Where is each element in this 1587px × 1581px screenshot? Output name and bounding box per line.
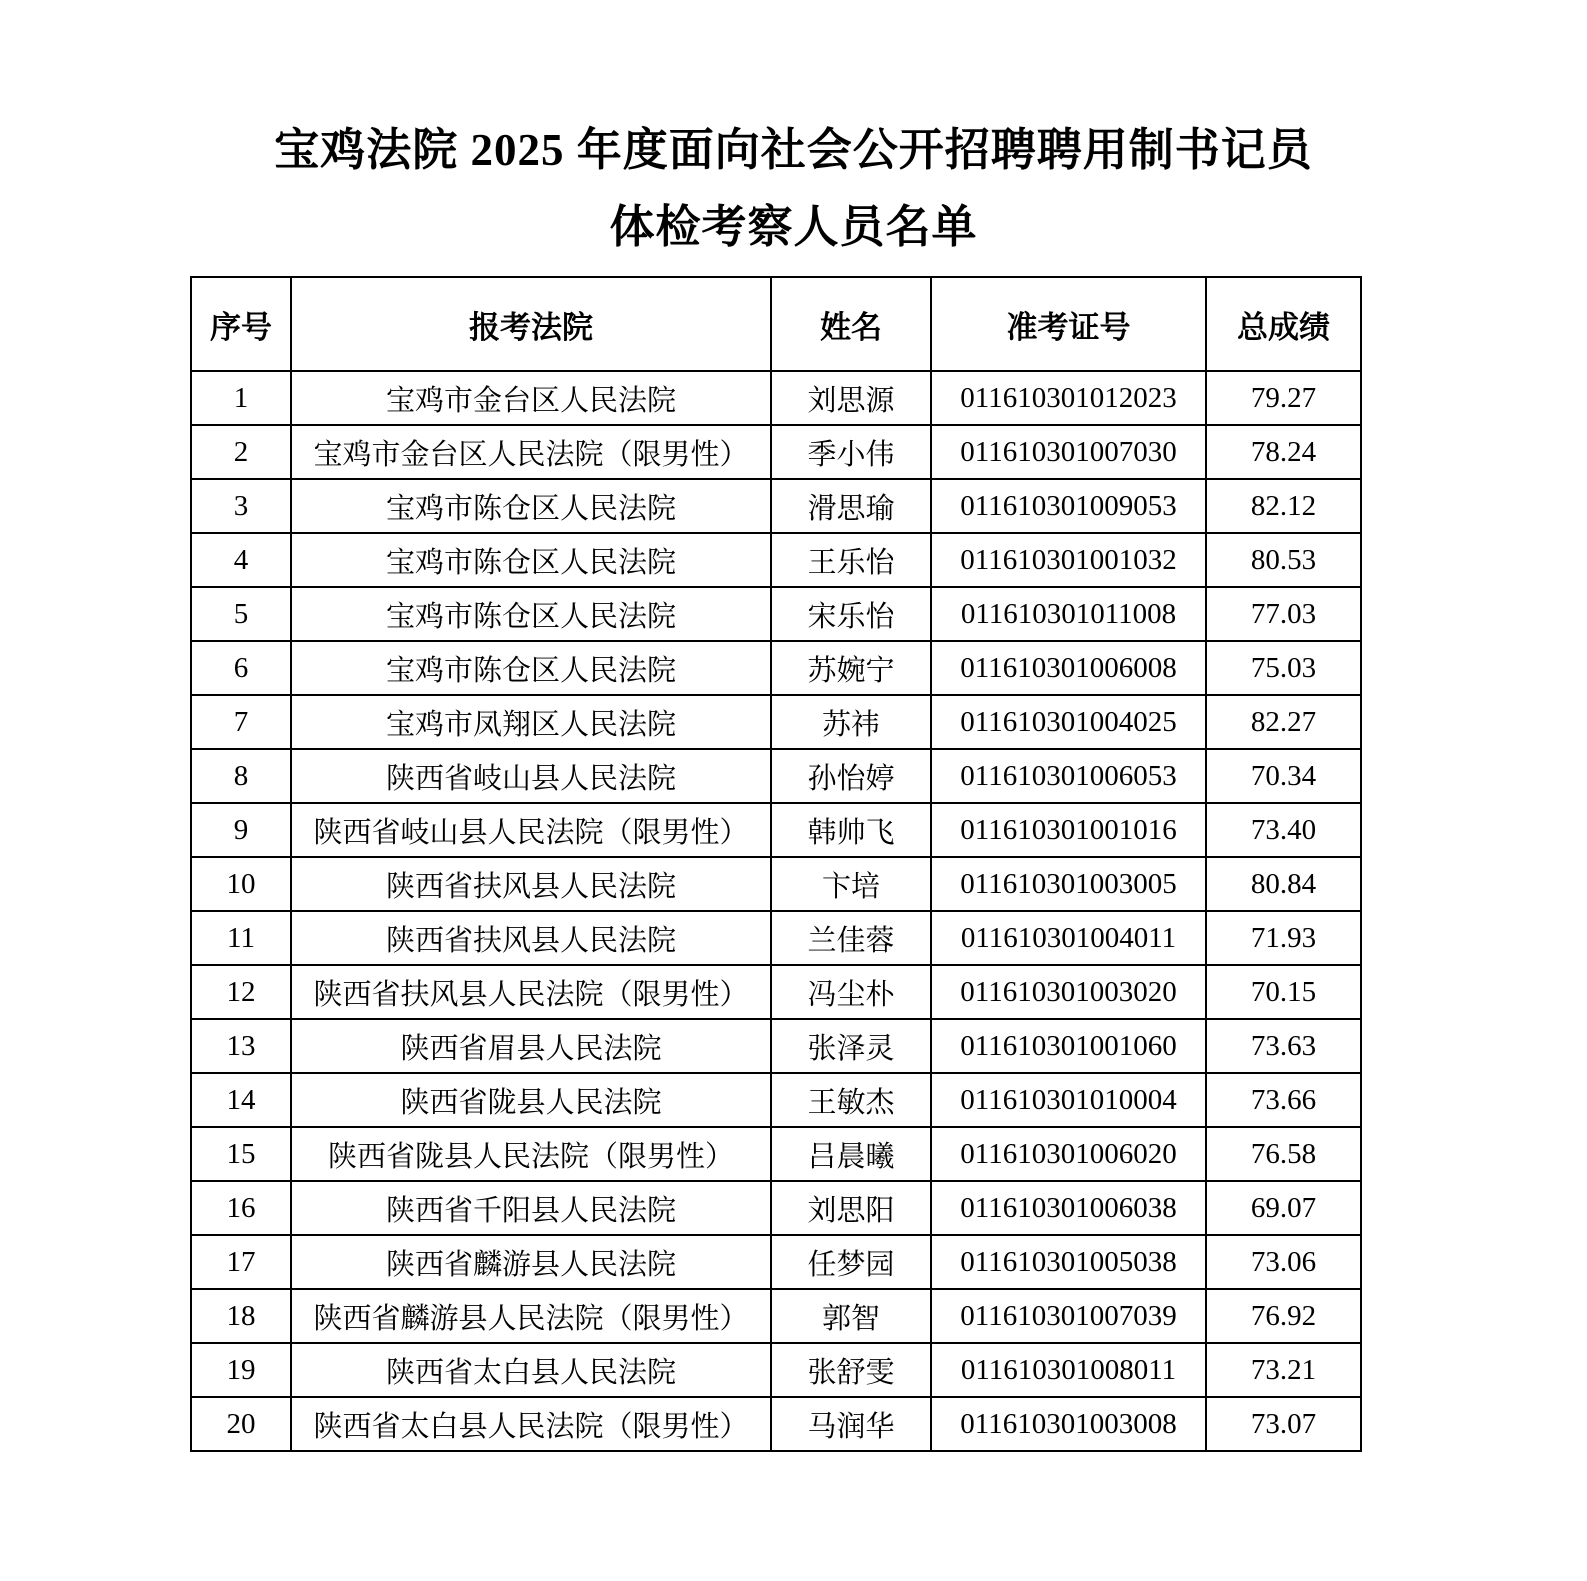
cell-no: 8 [191, 749, 291, 803]
cell-court: 陕西省千阳县人民法院 [291, 1181, 771, 1235]
cell-no: 18 [191, 1289, 291, 1343]
cell-no: 10 [191, 857, 291, 911]
page-title-line1: 宝鸡法院 2025 年度面向社会公开招聘聘用制书记员 [274, 125, 1313, 175]
cell-name: 吕晨曦 [771, 1127, 931, 1181]
cell-score: 76.58 [1206, 1127, 1361, 1181]
cell-ticket: 011610301008011 [931, 1343, 1206, 1397]
cell-score: 80.84 [1206, 857, 1361, 911]
cell-no: 4 [191, 533, 291, 587]
table-row [191, 1397, 1361, 1451]
cell-no: 16 [191, 1181, 291, 1235]
cell-court: 陕西省陇县人民法院 [291, 1073, 771, 1127]
cell-ticket: 011610301009053 [931, 479, 1206, 533]
cell-ticket: 011610301012023 [931, 371, 1206, 425]
col-header-score: 总成绩 [1206, 277, 1361, 371]
cell-name: 王乐怡 [771, 533, 931, 587]
cell-court: 陕西省扶风县人民法院（限男性） [291, 965, 771, 1019]
cell-court: 陕西省岐山县人民法院（限男性） [291, 803, 771, 857]
header-row [191, 277, 1361, 371]
cell-no: 7 [191, 695, 291, 749]
table-row [191, 425, 1361, 479]
table-row [191, 803, 1361, 857]
table-row [191, 1235, 1361, 1289]
cell-name: 韩帅飞 [771, 803, 931, 857]
cell-ticket: 011610301006020 [931, 1127, 1206, 1181]
cell-ticket: 011610301001060 [931, 1019, 1206, 1073]
cell-score: 80.53 [1206, 533, 1361, 587]
table-row [191, 1289, 1361, 1343]
table-row [191, 1073, 1361, 1127]
col-header-court: 报考法院 [291, 277, 771, 371]
col-header-name: 姓名 [771, 277, 931, 371]
cell-name: 马润华 [771, 1397, 931, 1451]
cell-ticket: 011610301001016 [931, 803, 1206, 857]
cell-score: 77.03 [1206, 587, 1361, 641]
cell-no: 9 [191, 803, 291, 857]
table-row [191, 857, 1361, 911]
cell-court: 陕西省扶风县人民法院 [291, 857, 771, 911]
cell-no: 19 [191, 1343, 291, 1397]
table-row [191, 749, 1361, 803]
cell-court: 宝鸡市金台区人民法院 [291, 371, 771, 425]
cell-no: 13 [191, 1019, 291, 1073]
cell-ticket: 011610301006053 [931, 749, 1206, 803]
cell-no: 3 [191, 479, 291, 533]
cell-score: 82.27 [1206, 695, 1361, 749]
cell-ticket: 011610301003005 [931, 857, 1206, 911]
cell-ticket: 011610301001032 [931, 533, 1206, 587]
cell-court: 陕西省太白县人民法院（限男性） [291, 1397, 771, 1451]
cell-name: 苏婉宁 [771, 641, 931, 695]
cell-name: 冯尘朴 [771, 965, 931, 1019]
cell-name: 宋乐怡 [771, 587, 931, 641]
cell-court: 陕西省太白县人民法院 [291, 1343, 771, 1397]
cell-no: 17 [191, 1235, 291, 1289]
cell-no: 20 [191, 1397, 291, 1451]
cell-ticket: 011610301005038 [931, 1235, 1206, 1289]
cell-no: 15 [191, 1127, 291, 1181]
cell-no: 2 [191, 425, 291, 479]
cell-name: 苏祎 [771, 695, 931, 749]
page-title-line2: 体检考察人员名单 [609, 202, 978, 252]
cell-no: 12 [191, 965, 291, 1019]
cell-name: 郭智 [771, 1289, 931, 1343]
table-row [191, 371, 1361, 425]
cell-name: 季小伟 [771, 425, 931, 479]
table-row [191, 1019, 1361, 1073]
table-row [191, 965, 1361, 1019]
cell-score: 73.21 [1206, 1343, 1361, 1397]
cell-name: 滑思瑜 [771, 479, 931, 533]
table-row [191, 695, 1361, 749]
cell-no: 1 [191, 371, 291, 425]
cell-court: 宝鸡市陈仓区人民法院 [291, 641, 771, 695]
cell-score: 73.06 [1206, 1235, 1361, 1289]
cell-ticket: 011610301010004 [931, 1073, 1206, 1127]
cell-court: 宝鸡市凤翔区人民法院 [291, 695, 771, 749]
cell-court: 陕西省扶风县人民法院 [291, 911, 771, 965]
cell-court: 陕西省麟游县人民法院（限男性） [291, 1289, 771, 1343]
cell-score: 70.34 [1206, 749, 1361, 803]
table-header [191, 277, 1361, 371]
cell-no: 14 [191, 1073, 291, 1127]
cell-name: 刘思源 [771, 371, 931, 425]
cell-score: 79.27 [1206, 371, 1361, 425]
cell-ticket: 011610301006038 [931, 1181, 1206, 1235]
table-row [191, 911, 1361, 965]
cell-ticket: 011610301003008 [931, 1397, 1206, 1451]
table-row [191, 1343, 1361, 1397]
cell-court: 宝鸡市陈仓区人民法院 [291, 533, 771, 587]
cell-name: 张舒雯 [771, 1343, 931, 1397]
cell-score: 82.12 [1206, 479, 1361, 533]
cell-ticket: 011610301006008 [931, 641, 1206, 695]
table-row [191, 479, 1361, 533]
table-row [191, 641, 1361, 695]
cell-no: 11 [191, 911, 291, 965]
table-row [191, 1181, 1361, 1235]
col-header-ticket: 准考证号 [931, 277, 1206, 371]
cell-score: 71.93 [1206, 911, 1361, 965]
cell-score: 76.92 [1206, 1289, 1361, 1343]
cell-no: 6 [191, 641, 291, 695]
cell-name: 兰佳蓉 [771, 911, 931, 965]
cell-ticket: 011610301011008 [931, 587, 1206, 641]
cell-court: 宝鸡市陈仓区人民法院 [291, 587, 771, 641]
cell-score: 73.66 [1206, 1073, 1361, 1127]
cell-score: 73.40 [1206, 803, 1361, 857]
cell-court: 宝鸡市金台区人民法院（限男性） [291, 425, 771, 479]
cell-name: 任梦园 [771, 1235, 931, 1289]
cell-score: 75.03 [1206, 641, 1361, 695]
cell-score: 78.24 [1206, 425, 1361, 479]
cell-name: 刘思阳 [771, 1181, 931, 1235]
cell-no: 5 [191, 587, 291, 641]
cell-ticket: 011610301004025 [931, 695, 1206, 749]
table-row [191, 587, 1361, 641]
cell-ticket: 011610301003020 [931, 965, 1206, 1019]
cell-court: 陕西省陇县人民法院（限男性） [291, 1127, 771, 1181]
cell-ticket: 011610301004011 [931, 911, 1206, 965]
table-row [191, 533, 1361, 587]
col-header-no: 序号 [191, 277, 291, 371]
cell-name: 孙怡婷 [771, 749, 931, 803]
title-block [0, 0, 1587, 266]
cell-court: 陕西省麟游县人民法院 [291, 1235, 771, 1289]
cell-name: 张泽灵 [771, 1019, 931, 1073]
cell-score: 69.07 [1206, 1181, 1361, 1235]
table-body [191, 371, 1361, 1451]
cell-court: 陕西省眉县人民法院 [291, 1019, 771, 1073]
cell-score: 70.15 [1206, 965, 1361, 1019]
cell-court: 陕西省岐山县人民法院 [291, 749, 771, 803]
roster-table [190, 276, 1362, 1452]
cell-score: 73.63 [1206, 1019, 1361, 1073]
cell-ticket: 011610301007039 [931, 1289, 1206, 1343]
cell-court: 宝鸡市陈仓区人民法院 [291, 479, 771, 533]
cell-name: 卞培 [771, 857, 931, 911]
cell-name: 王敏杰 [771, 1073, 931, 1127]
cell-ticket: 011610301007030 [931, 425, 1206, 479]
cell-score: 73.07 [1206, 1397, 1361, 1451]
table-row [191, 1127, 1361, 1181]
